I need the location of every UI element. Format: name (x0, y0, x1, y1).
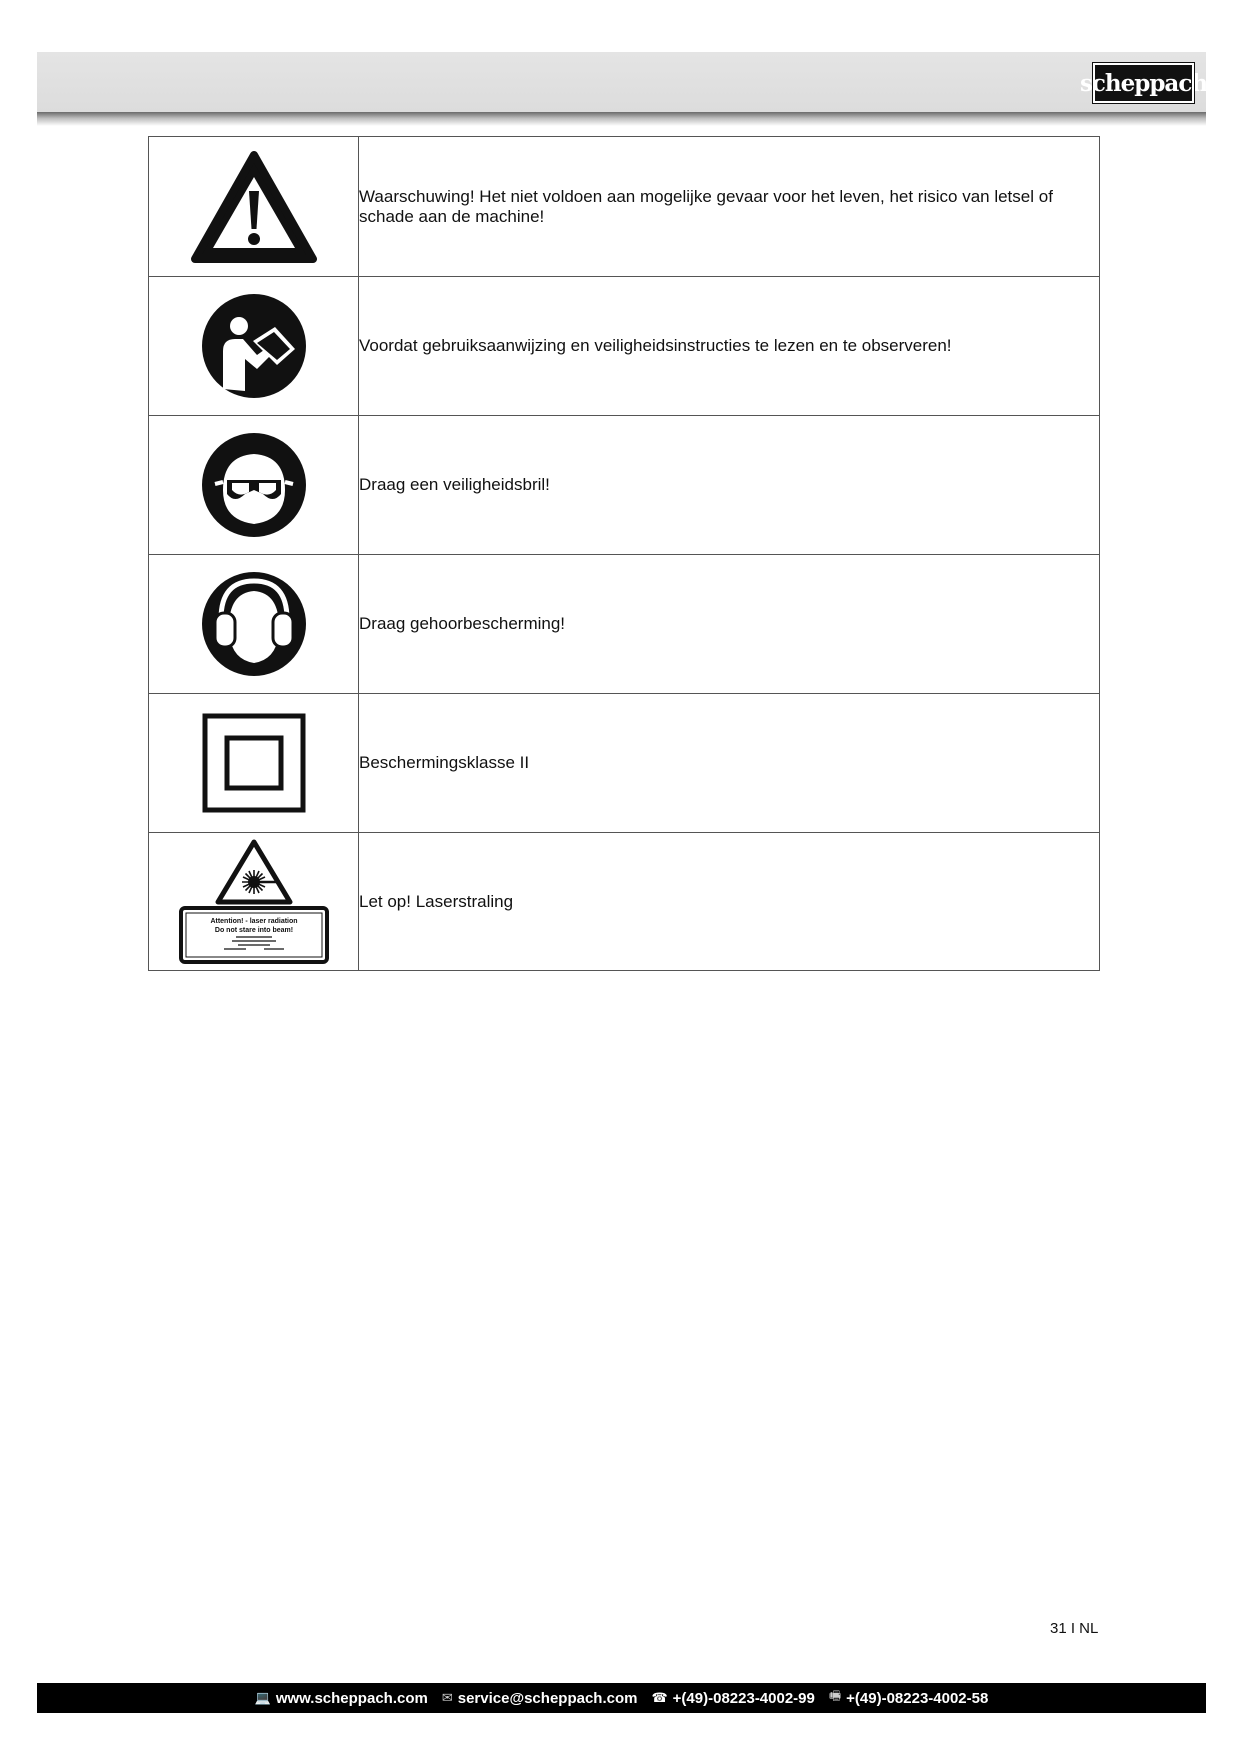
symbol-cell (149, 277, 359, 416)
page-header (37, 52, 1206, 114)
symbol-description: Voordat gebruiksaanwijzing en veiligheidsinstructies te lezen en te observeren! (359, 277, 1100, 416)
table-row (149, 277, 1100, 416)
read-manual-icon (201, 293, 307, 399)
footer-fax-text: +(49)-08223-4002-58 (846, 1689, 989, 1707)
symbol-description: Draag gehoorbescherming! (359, 555, 1100, 694)
symbol-description: Draag een veiligheidsbril! (359, 416, 1100, 555)
fax-icon: 🖷 (828, 1688, 842, 1703)
footer-email-text: service@scheppach.com (457, 1689, 638, 1707)
computer-icon: 💻 (254, 1690, 271, 1705)
symbol-cell (149, 137, 359, 277)
laser-label-line1: Attention! - laser radiation (209, 917, 298, 925)
mail-icon: ✉ (441, 1690, 453, 1705)
safety-goggles-icon (201, 432, 307, 538)
footer-website[interactable] (255, 1690, 428, 1707)
laser-label-line2: Do not stare into beam! (214, 926, 293, 934)
page-footer (37, 1683, 1206, 1713)
symbol-description: Beschermingsklasse II (359, 694, 1100, 833)
warning-triangle-icon (189, 149, 319, 265)
symbol-cell (149, 833, 359, 971)
header-shadow (37, 112, 1206, 126)
footer-email[interactable] (442, 1690, 638, 1707)
table-row (149, 555, 1100, 694)
symbol-description: Waarschuwing! Het niet voldoen aan mogelijke gevaar voor het leven, het risico van letsel of schade aan de machine! (359, 137, 1100, 277)
phone-icon: ☎ (651, 1690, 668, 1705)
safety-symbols-table (148, 136, 1100, 971)
footer-fax (829, 1687, 988, 1709)
footer-phone-text: +(49)-08223-4002-99 (672, 1689, 815, 1707)
footer-phone (651, 1690, 814, 1707)
laser-warning-icon (178, 838, 330, 966)
protection-class-ii-icon (202, 713, 306, 813)
scheppach-logo: scheppach (1093, 63, 1194, 103)
symbol-cell (149, 694, 359, 833)
table-row (149, 137, 1100, 277)
symbol-cell (149, 416, 359, 555)
footer-website-text: www.scheppach.com (275, 1689, 428, 1707)
table-row (149, 416, 1100, 555)
table-row (149, 833, 1100, 971)
page-number: 31 I NL (1050, 1620, 1099, 1637)
hearing-protection-icon (201, 571, 307, 677)
symbol-description: Let op! Laserstraling (359, 833, 1100, 971)
table-row (149, 694, 1100, 833)
symbol-cell (149, 555, 359, 694)
